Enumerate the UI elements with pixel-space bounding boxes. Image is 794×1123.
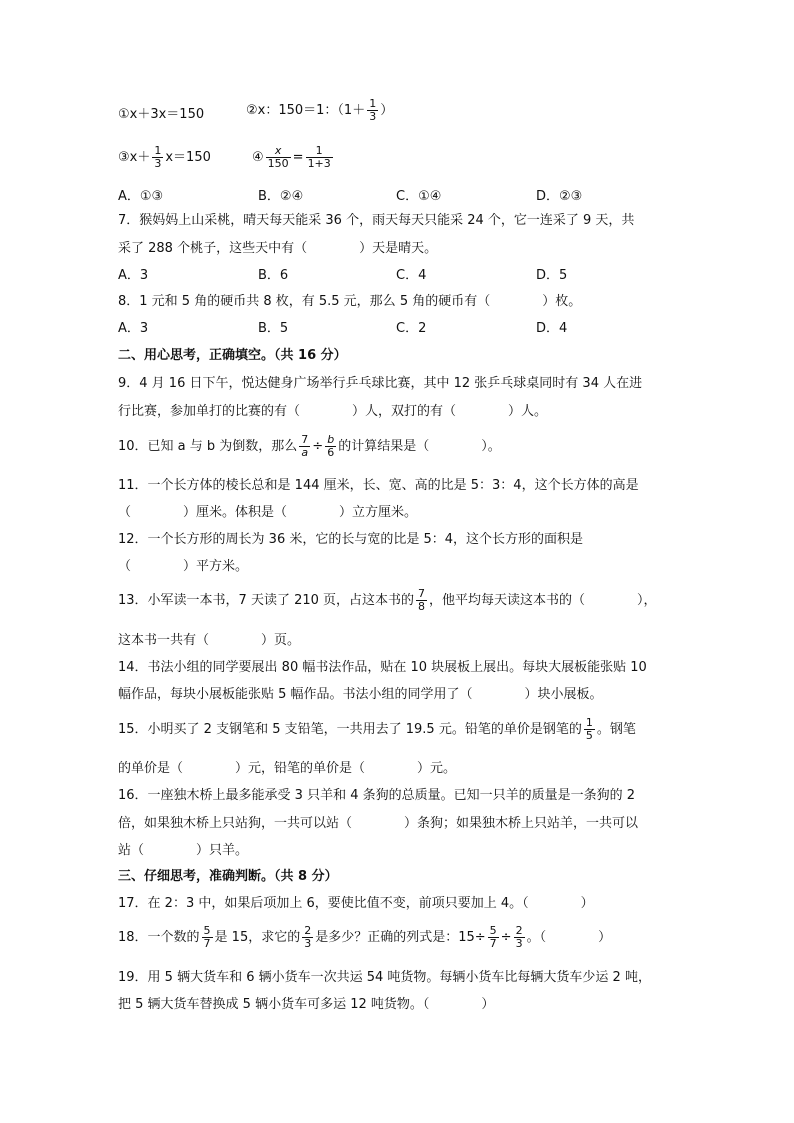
fraction-numerator: 1 <box>154 144 162 157</box>
fraction-denominator: 150 <box>267 157 289 170</box>
equation-1: ①x＋3x＝150 <box>118 107 205 122</box>
equation-3 <box>118 145 211 170</box>
fraction-denominator: 1+3 <box>307 157 331 170</box>
question-18-suffix: 。（ ） <box>526 930 612 945</box>
question-7-line-2: 采了 288 个桃子，这些天中有（ ）天是晴天。 <box>118 241 438 256</box>
fraction-denominator: 3 <box>515 937 523 950</box>
question-14-line-1: 14．书法小组的同学要展出 80 幅书法作品，贴在 10 块展板上展出。每块大展板能张贴 10 <box>118 660 647 675</box>
fraction-denominator: 8 <box>418 600 426 613</box>
question-12-line-2: （ ）平方米。 <box>118 559 249 574</box>
question-18-fraction-4 <box>514 925 525 950</box>
question-18-fraction-3 <box>488 925 499 950</box>
question-15-line-1 <box>118 717 636 742</box>
fraction-numerator: 7 <box>418 587 426 600</box>
choice-b: B．②④ <box>258 189 304 204</box>
question-9-line-1: 9．4 月 16 日下午，悦达健身广场举行乒乓球比赛，其中 12 张乒乓球桌同时有 34 人在进 <box>118 376 643 391</box>
fraction-denominator: 3 <box>154 157 162 170</box>
question-16-line-1: 16．一座独木桥上最多能承受 3 只羊和 4 条狗的总质量。已知一只羊的质量是一条狗的 2 <box>118 788 636 803</box>
q8-choice-d: D．4 <box>536 321 568 336</box>
fraction-numerator: 7 <box>301 433 309 446</box>
section-2-heading: 二、用心思考，正确填空。（共 16 分） <box>118 348 347 363</box>
q7-choice-a: A．3 <box>118 268 149 283</box>
equation-2 <box>246 98 393 123</box>
choice-d: D．②③ <box>536 189 583 204</box>
question-8-line-1: 8．1 元和 5 角的硬币共 8 枚，有 5.5 元，那么 5 角的硬币有（ ）枚。 <box>118 294 582 309</box>
question-13-suffix: ，他平均每天读这本书的（ ）， <box>429 593 657 608</box>
question-18-fraction-2 <box>302 925 313 950</box>
question-13-line-2: 这本书一共有（ ）页。 <box>118 633 301 648</box>
question-15-prefix: 15．小明买了 2 支钢笔和 5 支铅笔，一共用去了 19.5 元。铅笔的单价是钢笔的 <box>118 722 582 737</box>
fraction-numerator: b <box>325 434 336 447</box>
question-13-prefix: 13．小军读一本书，7 天读了 210 页，占这本书的 <box>118 593 415 608</box>
fraction-denominator: a <box>301 446 309 459</box>
q7-choice-c: C．4 <box>396 268 427 283</box>
question-11-line-1: 11．一个长方体的棱长总和是 144 厘米，长、宽、高的比是 5：3：4，这个长方体的高是 <box>118 478 639 493</box>
question-15-suffix: 。钢笔 <box>596 722 636 737</box>
question-13-line-1 <box>118 588 657 613</box>
section-3-heading: 三、仔细思考，准确判断。（共 8 分） <box>118 869 338 884</box>
q8-choice-c: C．2 <box>396 321 427 336</box>
question-16-line-3: 站（ ）只羊。 <box>118 843 249 858</box>
fraction-denominator: 7 <box>489 937 497 950</box>
fraction-numerator: 5 <box>203 924 211 937</box>
choice-a: A．①③ <box>118 189 164 204</box>
question-18-fraction-1 <box>202 925 213 950</box>
q8-choice-a: A．3 <box>118 321 149 336</box>
equation-4-equals: = <box>292 150 304 165</box>
question-18 <box>118 925 611 950</box>
choice-c: C．①④ <box>396 189 442 204</box>
fraction-denominator: 3 <box>369 110 377 123</box>
question-10-suffix: 的计算结果是（ ）。 <box>338 439 501 454</box>
question-9-line-2: 行比赛，参加单打的比赛的有（ ）人，双打的有（ ）人。 <box>118 404 548 419</box>
equation-4 <box>252 145 335 170</box>
question-19-line-2: 把 5 辆大货车替换成 5 辆小货车可多运 12 吨货物。（ ） <box>118 997 495 1012</box>
fraction-numerator: 1 <box>369 97 377 110</box>
question-7-line-1: 7．猴妈妈上山采桃，晴天每天能采 36 个，雨天每天只能采 24 个，它一连采了 9 天，共 <box>118 213 635 228</box>
question-18-mid-1: 是 15，求它的 <box>214 930 301 945</box>
equation-4-right-fraction <box>306 145 333 170</box>
question-11-line-2: （ ）厘米。体积是（ ）立方厘米。 <box>118 505 418 520</box>
question-15-fraction <box>584 717 595 742</box>
equation-2-fraction <box>367 98 378 123</box>
question-10-fraction-1 <box>299 434 310 459</box>
question-19-line-1: 19．用 5 辆大货车和 6 辆小货车一次共运 54 吨货物。每辆小货车比每辆大货车少运 2 吨， <box>118 970 651 985</box>
question-13-fraction <box>416 588 427 613</box>
question-14-line-2: 幅作品，每块小展板能张贴 5 幅作品。书法小组的同学用了（ ）块小展板。 <box>118 687 603 702</box>
equation-3-fraction <box>152 145 163 170</box>
fraction-denominator: 7 <box>203 937 211 950</box>
q8-choice-b: B．5 <box>258 321 289 336</box>
equation-2-suffix: ） <box>380 103 394 118</box>
equation-4-prefix: ④ <box>252 150 264 165</box>
question-10-prefix: 10．已知 a 与 b 为倒数，那么 <box>118 439 298 454</box>
equation-3-suffix: x＝150 <box>165 150 211 165</box>
question-10-fraction-2 <box>325 434 336 459</box>
question-18-prefix: 18．一个数的 <box>118 930 200 945</box>
question-16-line-2: 倍，如果独木桥上只站狗，一共可以站（ ）条狗；如果独木桥上只站羊，一共可以 <box>118 816 639 831</box>
equation-3-prefix: ③x＋ <box>118 150 151 165</box>
fraction-numerator: 2 <box>515 924 523 937</box>
fraction-numerator: 1 <box>306 145 333 158</box>
fraction-numerator: 2 <box>304 924 312 937</box>
fraction-denominator: 5 <box>585 729 593 742</box>
question-10 <box>118 434 501 459</box>
q7-choice-d: D．5 <box>536 268 568 283</box>
question-15-line-2: 的单价是（ ）元，铅笔的单价是（ ）元。 <box>118 761 457 776</box>
question-10-operator: ÷ <box>312 439 324 454</box>
fraction-denominator: 3 <box>304 937 312 950</box>
fraction-denominator: 6 <box>327 446 335 459</box>
question-17: 17．在 2：3 中，如果后项加上 6，要使比值不变，前项只要加上 4。（ ） <box>118 896 594 911</box>
question-18-mid-2: 是多少？正确的列式是：15÷ <box>315 930 486 945</box>
q7-choice-b: B．6 <box>258 268 289 283</box>
equation-2-prefix: ②x：150＝1：（1＋ <box>246 103 366 118</box>
question-12-line-1: 12．一个长方形的周长为 36 米，它的长与宽的比是 5：4，这个长方形的面积是 <box>118 532 584 547</box>
fraction-numerator: 5 <box>489 924 497 937</box>
question-18-mid-3: ÷ <box>500 930 512 945</box>
fraction-numerator: x <box>266 145 291 158</box>
equation-4-left-fraction <box>266 145 291 170</box>
fraction-numerator: 1 <box>585 716 593 729</box>
